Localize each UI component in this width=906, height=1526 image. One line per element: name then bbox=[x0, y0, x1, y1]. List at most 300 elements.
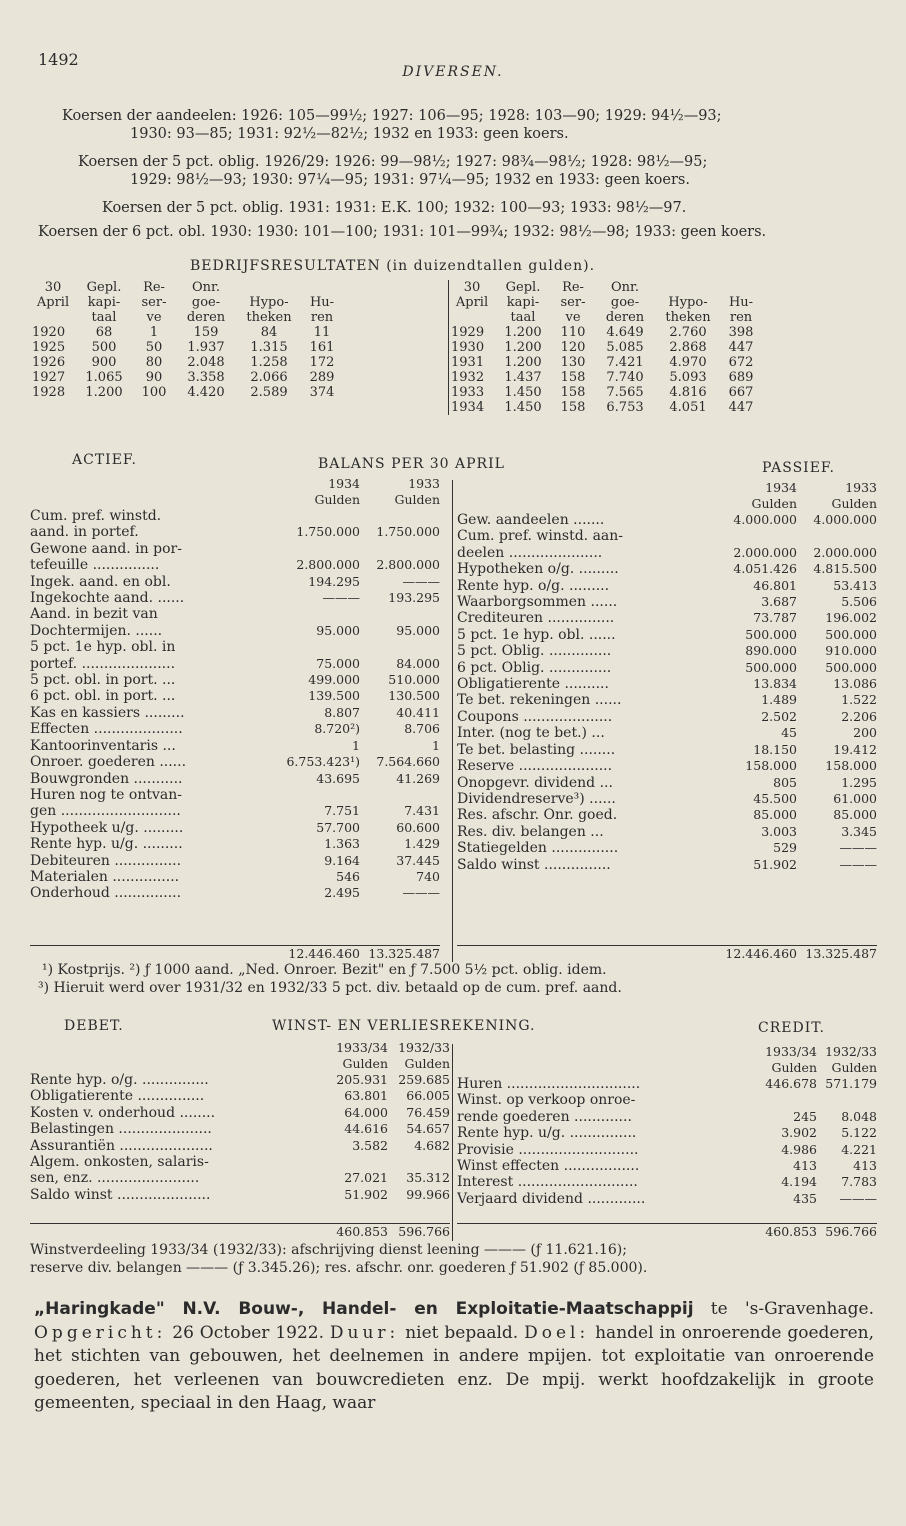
passief-row bbox=[457, 758, 877, 774]
actief-year-header bbox=[30, 476, 440, 492]
actief-label: Onroer. goederen ...... bbox=[30, 754, 187, 771]
credit-label: Verjaard dividend ............. bbox=[457, 1190, 646, 1207]
passief-label: Rente hyp. o/g. ......... bbox=[457, 577, 610, 594]
actief-value bbox=[360, 639, 440, 655]
actief-row bbox=[30, 869, 440, 885]
passief-value: 500.000 bbox=[825, 659, 877, 675]
credit-unit-header bbox=[457, 1060, 877, 1076]
company-entry bbox=[34, 1298, 874, 1416]
results-left-cell: 1.258 bbox=[250, 355, 288, 370]
pl-credit-column bbox=[452, 1044, 877, 1241]
results-right-cell: 1932 bbox=[451, 370, 485, 385]
total-value: 460.853 bbox=[765, 1224, 817, 1240]
actief-value: ——— bbox=[402, 885, 440, 901]
passief-label: deelen ..................... bbox=[457, 544, 603, 561]
passief-row bbox=[457, 840, 877, 856]
debet-row bbox=[30, 1170, 450, 1186]
debet-value: 205.931 bbox=[336, 1072, 388, 1087]
duration-value: niet bepaald. bbox=[399, 1322, 525, 1343]
credit-value: 8.048 bbox=[841, 1108, 877, 1124]
results-left-header-cell: taal bbox=[91, 310, 117, 325]
actief-row bbox=[30, 885, 440, 901]
passief-row bbox=[457, 594, 877, 610]
actief-value: 95.000 bbox=[316, 622, 360, 638]
total-label bbox=[457, 946, 705, 962]
passief-label: Reserve ..................... bbox=[457, 758, 613, 775]
passief-value: ——— bbox=[839, 856, 877, 872]
debet-label: Belastingen ..................... bbox=[30, 1121, 212, 1138]
results-left-cell: 172 bbox=[309, 355, 335, 370]
credit-year-header bbox=[457, 1044, 877, 1060]
credit-value: 4.986 bbox=[781, 1141, 817, 1157]
actief-value: 740 bbox=[416, 868, 440, 884]
passief-row bbox=[457, 857, 877, 873]
passief-value: 1.522 bbox=[841, 692, 877, 708]
results-left-header-row bbox=[30, 295, 342, 310]
debet-row bbox=[30, 1088, 450, 1104]
passief-year-1: 1934 bbox=[765, 480, 797, 495]
results-right-header-cell: Hypo- bbox=[668, 295, 708, 310]
passief-value: 196.002 bbox=[825, 610, 877, 626]
results-left-header-cell: theken bbox=[246, 310, 292, 325]
actief-value: 7.431 bbox=[404, 803, 440, 819]
passief-unit-2: Gulden bbox=[831, 496, 877, 511]
passief-label: Saldo winst ............... bbox=[457, 856, 611, 873]
results-left-header-cell: ve bbox=[146, 310, 162, 325]
passief-value: 4.000.000 bbox=[733, 512, 797, 527]
actief-row bbox=[30, 541, 440, 557]
debet-row bbox=[30, 1105, 450, 1121]
credit-value: 5.122 bbox=[841, 1125, 877, 1141]
results-left-header-cell: Onr. bbox=[192, 280, 220, 295]
actief-value: 40.411 bbox=[396, 704, 440, 720]
passief-row bbox=[457, 528, 877, 544]
results-right-header-cell: ser- bbox=[560, 295, 586, 310]
duration-label: Duur: bbox=[329, 1322, 400, 1343]
passief-value: 1.489 bbox=[761, 692, 797, 708]
credit-value bbox=[747, 1092, 817, 1108]
credit-label: CREDIT. bbox=[758, 1020, 825, 1036]
passief-value: 4.815.500 bbox=[813, 561, 877, 577]
results-right-row bbox=[449, 370, 761, 385]
results-right-cell: 4.970 bbox=[669, 355, 707, 370]
results-right-cell: 1931 bbox=[451, 355, 485, 370]
results-right-cell: 2.868 bbox=[669, 340, 707, 355]
passief-value: 500.000 bbox=[825, 626, 877, 642]
actief-total-row bbox=[30, 945, 440, 962]
passief-value: 890.000 bbox=[745, 643, 797, 659]
passief-value: 910.000 bbox=[825, 643, 877, 659]
passief-value: 2.206 bbox=[841, 708, 877, 724]
passief-value: 45 bbox=[781, 725, 797, 741]
results-left-cell: 84 bbox=[260, 325, 278, 340]
results-right-row bbox=[449, 340, 761, 355]
footnote-1-2: ¹) Kostprijs. ²) ƒ 1000 aand. „Ned. Onroer. Bezit" en ƒ 7.500 5½ pct. oblig. idem. bbox=[42, 962, 607, 978]
credit-label: Rente hyp. u/g. ............... bbox=[457, 1125, 637, 1142]
passief-value: 13.086 bbox=[833, 676, 877, 692]
actief-value: 130.500 bbox=[388, 688, 440, 704]
results-left-cell: 68 bbox=[95, 325, 113, 340]
passief-row bbox=[457, 610, 877, 626]
results-right-cell: 158 bbox=[560, 400, 586, 415]
passief-label: Cum. pref. winstd. aan- bbox=[457, 528, 624, 545]
balance-title: BALANS PER 30 APRIL bbox=[318, 456, 505, 472]
results-left-cell: 1926 bbox=[32, 355, 66, 370]
passief-value: 158.000 bbox=[745, 758, 797, 774]
actief-value bbox=[360, 606, 440, 622]
actief-label: aand. in portef. bbox=[30, 524, 139, 541]
passief-label: Gew. aandeelen ....... bbox=[457, 512, 605, 528]
credit-row bbox=[457, 1158, 877, 1174]
actief-label: portef. ..................... bbox=[30, 655, 176, 672]
balance-passief-column bbox=[452, 480, 877, 962]
credit-label: Interest ........................... bbox=[457, 1174, 638, 1191]
results-left-cell: 1920 bbox=[32, 325, 66, 340]
results-left-cell: 4.420 bbox=[187, 385, 225, 400]
debet-year-1: 1933/34 bbox=[336, 1040, 388, 1055]
results-right-cell: 7.421 bbox=[606, 355, 644, 370]
results-left-header-cell: Gepl. bbox=[86, 280, 122, 295]
credit-value: 245 bbox=[793, 1108, 817, 1124]
actief-value bbox=[268, 508, 360, 524]
passief-row bbox=[457, 512, 877, 528]
passief-value: 73.787 bbox=[753, 610, 797, 626]
actief-label: tefeuille ............... bbox=[30, 557, 160, 574]
passief-row bbox=[457, 692, 877, 708]
debet-value: 27.021 bbox=[344, 1170, 388, 1186]
actief-value: ——— bbox=[402, 573, 440, 589]
credit-label: Winst. op verkoop onroe- bbox=[457, 1092, 636, 1109]
results-left-cell: 289 bbox=[309, 370, 335, 385]
passief-label: Dividendreserve³) ...... bbox=[457, 790, 616, 807]
passief-row bbox=[457, 742, 877, 758]
actief-row bbox=[30, 656, 440, 672]
passief-value: ——— bbox=[839, 840, 877, 856]
total-value: 596.766 bbox=[398, 1224, 450, 1240]
passief-value bbox=[797, 528, 877, 544]
credit-row bbox=[457, 1092, 877, 1108]
debet-unit-1: Gulden bbox=[342, 1056, 388, 1071]
actief-label: Huren nog te ontvan- bbox=[30, 786, 182, 803]
debet-label: Saldo winst ..................... bbox=[30, 1186, 211, 1203]
goal-value: handel in onroerende goederen, het stichten van gebouwen, het deelnemen in andere mpijen. tot exploitatie van onroerende goederen, het verleenen van bouwcredieten enz. De mpij. werkt hoofdzakelijk in groote gemeenten, speciaal in den Haag, waar bbox=[34, 1322, 874, 1413]
results-left-cell: 1 bbox=[149, 325, 159, 340]
results-right-cell: 130 bbox=[560, 355, 586, 370]
passief-value: 500.000 bbox=[745, 659, 797, 675]
results-right-header-cell: Gepl. bbox=[505, 280, 541, 295]
bond-quotes-1926-line-1: Koersen der 5 pct. oblig. 1926/29: 1926: 99—98½; 1927: 98¾—98½; 1928: 98½—95; bbox=[78, 154, 708, 170]
actief-label: Ingek. aand. en obl. bbox=[30, 573, 171, 590]
actief-value: 43.695 bbox=[316, 770, 360, 786]
passief-row bbox=[457, 561, 877, 577]
company-seat: te 's-Gravenhage. bbox=[693, 1299, 874, 1319]
results-right-cell: 1.200 bbox=[504, 325, 542, 340]
actief-row bbox=[30, 803, 440, 819]
debet-value: 4.682 bbox=[414, 1137, 450, 1153]
bond-quotes-1931: Koersen der 5 pct. oblig. 1931: 1931: E.K. 100; 1932: 100—93; 1933: 98½—97. bbox=[102, 200, 687, 216]
actief-value: 1.429 bbox=[404, 836, 440, 852]
results-right-header-row bbox=[449, 295, 761, 310]
credit-value: 571.179 bbox=[825, 1076, 877, 1091]
passief-label: 6 pct. Oblig. .............. bbox=[457, 659, 612, 676]
actief-row bbox=[30, 721, 440, 737]
results-right-row bbox=[449, 400, 761, 415]
actief-label: Kas en kassiers ......... bbox=[30, 704, 185, 721]
results-right-header-cell: theken bbox=[665, 310, 711, 325]
winstverdeeling-line-1: Winstverdeeling 1933/34 (1932/33): afschrijving dienst leening ——— (ƒ 11.621.16); bbox=[30, 1242, 627, 1258]
actief-value: 1.750.000 bbox=[376, 524, 440, 540]
actief-year-1: 1934 bbox=[328, 476, 360, 491]
actief-value: 6.753.423¹) bbox=[286, 754, 360, 770]
debet-value: 63.801 bbox=[344, 1088, 388, 1104]
passief-value: 46.801 bbox=[753, 577, 797, 593]
results-left-header-row bbox=[30, 310, 342, 325]
results-right-header-cell bbox=[655, 280, 721, 295]
passief-value: 4.051.426 bbox=[733, 561, 797, 577]
actief-value: 499.000 bbox=[308, 672, 360, 688]
passief-value bbox=[705, 528, 797, 544]
results-left-cell: 1.200 bbox=[85, 385, 123, 400]
debet-value bbox=[388, 1154, 450, 1170]
passief-value: 53.413 bbox=[833, 577, 877, 593]
actief-row bbox=[30, 606, 440, 622]
actief-row bbox=[30, 705, 440, 721]
total-label bbox=[30, 1224, 328, 1240]
results-right-row bbox=[449, 385, 761, 400]
debet-value: 54.657 bbox=[406, 1121, 450, 1137]
credit-value: 446.678 bbox=[765, 1076, 817, 1091]
results-title: BEDRIJFSRESULTATEN (in duizendtallen gulden). bbox=[190, 258, 596, 274]
credit-row bbox=[457, 1076, 877, 1092]
actief-value bbox=[360, 541, 440, 557]
actief-label: Onderhoud ............... bbox=[30, 885, 182, 902]
actief-value: 8.720²) bbox=[314, 721, 360, 737]
results-table-left bbox=[30, 280, 342, 400]
results-left-header-cell: 30 bbox=[44, 280, 62, 295]
actief-label: gen ........................... bbox=[30, 803, 181, 820]
passief-value: 5.506 bbox=[841, 594, 877, 610]
passief-row bbox=[457, 775, 877, 791]
actief-value bbox=[360, 787, 440, 803]
debet-value: 51.902 bbox=[344, 1186, 388, 1202]
actief-row bbox=[30, 836, 440, 852]
passief-year-header bbox=[457, 480, 877, 496]
debet-label: DEBET. bbox=[64, 1018, 124, 1034]
credit-value: 435 bbox=[793, 1190, 817, 1206]
results-left-header-cell: ser- bbox=[141, 295, 167, 310]
results-right-cell: 120 bbox=[560, 340, 586, 355]
actief-value: 95.000 bbox=[396, 622, 440, 638]
credit-row bbox=[457, 1174, 877, 1190]
actief-label: Kantoorinventaris ... bbox=[30, 737, 176, 754]
passief-label: Te bet. rekeningen ...... bbox=[457, 692, 622, 709]
debet-label: Algem. onkosten, salaris- bbox=[30, 1154, 209, 1171]
results-right-cell: 110 bbox=[560, 325, 586, 340]
actief-value bbox=[268, 541, 360, 557]
total-value: 12.446.460 bbox=[288, 945, 360, 961]
actief-unit-2: Gulden bbox=[394, 492, 440, 507]
results-right-cell: 1929 bbox=[451, 325, 485, 340]
passief-value: 529 bbox=[773, 840, 797, 856]
debet-total-row bbox=[30, 1223, 450, 1240]
results-right-header-cell: Onr. bbox=[611, 280, 639, 295]
results-left-cell: 2.589 bbox=[250, 385, 288, 400]
debet-row bbox=[30, 1138, 450, 1154]
actief-value: 194.295 bbox=[308, 573, 360, 589]
results-right-header-cell: taal bbox=[510, 310, 536, 325]
credit-year-1: 1933/34 bbox=[765, 1044, 817, 1059]
actief-row bbox=[30, 853, 440, 869]
results-left-header-cell: Hypo- bbox=[249, 295, 289, 310]
results-left-row bbox=[30, 370, 342, 385]
results-left-cell: 3.358 bbox=[187, 370, 225, 385]
results-right-cell: 4.816 bbox=[669, 385, 707, 400]
actief-value: 1.363 bbox=[324, 836, 360, 852]
actief-value: 7.564.660 bbox=[376, 754, 440, 770]
actief-value: 1.750.000 bbox=[296, 524, 360, 540]
credit-row bbox=[457, 1109, 877, 1125]
passief-label: Statiegelden ............... bbox=[457, 840, 619, 857]
results-right-cell: 7.740 bbox=[606, 370, 644, 385]
results-right-header-cell: Hu- bbox=[728, 295, 754, 310]
results-right-cell: 1.450 bbox=[504, 400, 542, 415]
pl-debet-column bbox=[30, 1040, 450, 1241]
results-right-cell: 667 bbox=[728, 385, 754, 400]
results-right-cell: 447 bbox=[728, 400, 754, 415]
debet-label: Assurantiën ..................... bbox=[30, 1137, 213, 1154]
results-left-cell: 80 bbox=[145, 355, 163, 370]
results-left-header-cell: April bbox=[36, 295, 70, 310]
pl-title: WINST- EN VERLIESREKENING. bbox=[272, 1018, 536, 1034]
results-right-cell: 2.760 bbox=[669, 325, 707, 340]
passief-label: Res. div. belangen ... bbox=[457, 823, 604, 840]
results-right-cell: 6.753 bbox=[606, 400, 644, 415]
passief-label: Res. afschr. Onr. goed. bbox=[457, 807, 618, 824]
results-left-header-cell: Re- bbox=[143, 280, 165, 295]
footnote-3: ³) Hieruit werd over 1931/32 en 1932/33 5 pct. div. betaald op de cum. pref. aand. bbox=[38, 980, 622, 996]
results-right-cell: 398 bbox=[728, 325, 754, 340]
results-right-cell: 4.649 bbox=[606, 325, 644, 340]
passief-value: 805 bbox=[773, 774, 797, 790]
actief-label: Ingekochte aand. ...... bbox=[30, 590, 185, 607]
passief-label: Coupons .................... bbox=[457, 708, 613, 725]
actief-value bbox=[268, 639, 360, 655]
actief-value bbox=[268, 606, 360, 622]
passief-row bbox=[457, 791, 877, 807]
total-value: 12.446.460 bbox=[725, 945, 797, 961]
credit-unit-2: Gulden bbox=[831, 1060, 877, 1075]
actief-label: 5 pct. 1e hyp. obl. in bbox=[30, 639, 176, 656]
passief-value: 2.000.000 bbox=[733, 544, 797, 560]
passief-value: 2.502 bbox=[761, 708, 797, 724]
debet-value: 3.582 bbox=[352, 1137, 388, 1153]
passief-label: 5 pct. Oblig. .............. bbox=[457, 643, 612, 660]
credit-label: Provisie ........................... bbox=[457, 1141, 639, 1158]
results-left-cell: 1925 bbox=[32, 340, 66, 355]
credit-row bbox=[457, 1191, 877, 1207]
results-left-cell: 90 bbox=[145, 370, 163, 385]
results-left-cell: 2.066 bbox=[250, 370, 288, 385]
credit-label: Huren .............................. bbox=[457, 1076, 641, 1092]
results-left-cell: 500 bbox=[91, 340, 117, 355]
debet-label: sen, enz. ....................... bbox=[30, 1170, 200, 1187]
passief-value: 45.500 bbox=[753, 790, 797, 806]
results-left-header-cell: ren bbox=[310, 310, 334, 325]
results-right-header-row bbox=[449, 280, 761, 295]
results-right-cell: 672 bbox=[728, 355, 754, 370]
credit-value: 413 bbox=[793, 1158, 817, 1174]
actief-label: Rente hyp. u/g. ......... bbox=[30, 836, 183, 853]
actief-label: 6 pct. obl. in port. ... bbox=[30, 688, 176, 705]
results-right-header-row bbox=[449, 310, 761, 325]
actief-row bbox=[30, 524, 440, 540]
actief-label: Aand. in bezit van bbox=[30, 606, 158, 623]
credit-value bbox=[817, 1092, 877, 1108]
results-left-row bbox=[30, 340, 342, 355]
actief-row bbox=[30, 508, 440, 524]
passief-row bbox=[457, 627, 877, 643]
actief-value: 8.706 bbox=[404, 721, 440, 737]
results-left-header-cell: kapi- bbox=[87, 295, 121, 310]
actief-value: 193.295 bbox=[388, 590, 440, 606]
actief-row bbox=[30, 771, 440, 787]
balance-actief-column bbox=[30, 476, 440, 962]
debet-row bbox=[30, 1072, 450, 1088]
passief-value: 158.000 bbox=[825, 758, 877, 774]
results-left-header-cell bbox=[236, 280, 302, 295]
results-right-cell: 5.093 bbox=[669, 370, 707, 385]
actief-label: Effecten .................... bbox=[30, 721, 183, 738]
results-left-cell: 1927 bbox=[32, 370, 66, 385]
founded-label: Opgericht: bbox=[34, 1322, 167, 1343]
actief-label: Gewone aand. in por- bbox=[30, 540, 182, 557]
debet-value bbox=[328, 1154, 388, 1170]
passief-value: 18.150 bbox=[753, 741, 797, 757]
passief-value: 500.000 bbox=[745, 626, 797, 642]
results-right-cell: 4.051 bbox=[669, 400, 707, 415]
passief-row bbox=[457, 824, 877, 840]
results-right-header-cell: kapi- bbox=[506, 295, 540, 310]
results-right-cell: 1.437 bbox=[504, 370, 542, 385]
credit-unit-1: Gulden bbox=[771, 1060, 817, 1075]
total-value: 460.853 bbox=[336, 1224, 388, 1240]
results-right-header-cell: April bbox=[455, 295, 489, 310]
actief-value: 546 bbox=[336, 868, 360, 884]
results-left-header-cell: deren bbox=[186, 310, 226, 325]
results-left-header-cell bbox=[30, 310, 76, 325]
total-label bbox=[457, 1224, 747, 1240]
credit-value: 4.194 bbox=[781, 1174, 817, 1190]
debet-value: 64.000 bbox=[344, 1104, 388, 1120]
debet-value: 44.616 bbox=[344, 1121, 388, 1137]
credit-row bbox=[457, 1125, 877, 1141]
actief-value: 8.807 bbox=[324, 704, 360, 720]
actief-value: ——— bbox=[322, 590, 360, 606]
company-name: „Haringkade" N.V. Bouw-, Handel- en Exploitatie-Maatschappij bbox=[34, 1299, 694, 1319]
actief-row bbox=[30, 738, 440, 754]
passief-label: Obligatierente .......... bbox=[457, 676, 609, 693]
debet-label: Obligatierente ............... bbox=[30, 1088, 205, 1105]
results-right-header-cell: ve bbox=[565, 310, 581, 325]
actief-row bbox=[30, 820, 440, 836]
debet-row bbox=[30, 1187, 450, 1203]
actief-value: 41.269 bbox=[396, 770, 440, 786]
passief-value: 3.003 bbox=[761, 823, 797, 839]
total-label bbox=[30, 946, 268, 962]
passief-value: 85.000 bbox=[753, 807, 797, 823]
debet-value: 35.312 bbox=[406, 1170, 450, 1186]
results-left-cell: 2.048 bbox=[187, 355, 225, 370]
